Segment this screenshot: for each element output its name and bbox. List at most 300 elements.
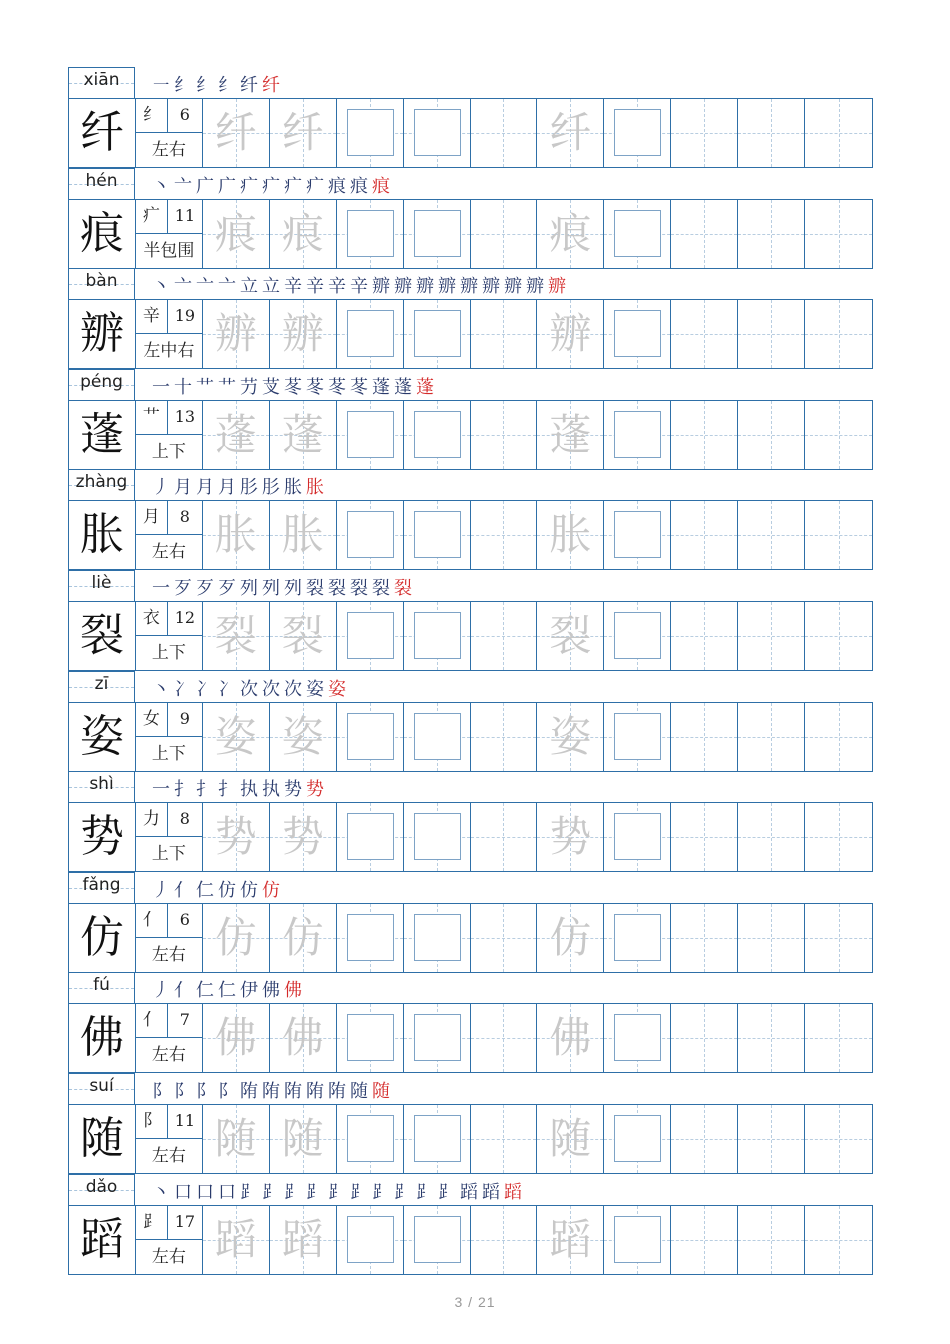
stroke-step: 口 xyxy=(174,1181,192,1203)
practice-cell[interactable] xyxy=(471,99,538,167)
practice-cell[interactable] xyxy=(604,803,671,871)
main-character-cell xyxy=(69,501,136,569)
practice-cell[interactable] xyxy=(270,1105,337,1173)
stroke-step: 执 xyxy=(240,779,258,801)
practice-cell[interactable] xyxy=(203,803,270,871)
writing-box[interactable] xyxy=(347,310,394,357)
practice-cell[interactable] xyxy=(805,904,872,972)
practice-cell[interactable] xyxy=(270,703,337,771)
stroke-count: 19 xyxy=(168,300,202,334)
trace-character: 裂 xyxy=(549,611,592,660)
writing-box[interactable] xyxy=(414,109,461,156)
practice-cell[interactable] xyxy=(604,1206,671,1274)
practice-cell[interactable] xyxy=(337,602,404,670)
char-entry xyxy=(68,570,873,671)
practice-cell[interactable] xyxy=(270,401,337,469)
practice-cell[interactable] xyxy=(805,300,872,368)
practice-cell[interactable] xyxy=(270,1206,337,1274)
stroke-step: 纟 xyxy=(196,75,214,96)
pinyin-label: shì xyxy=(89,774,114,795)
practice-cell[interactable] xyxy=(203,501,270,569)
writing-box[interactable] xyxy=(347,1216,394,1263)
writing-box[interactable] xyxy=(347,511,394,558)
writing-box[interactable] xyxy=(414,411,461,458)
character-info xyxy=(136,99,203,167)
practice-cell[interactable] xyxy=(471,200,538,268)
practice-cell[interactable] xyxy=(604,99,671,167)
practice-cell[interactable] xyxy=(337,1206,404,1274)
char-entry xyxy=(68,67,873,168)
practice-cell[interactable] xyxy=(671,1105,738,1173)
practice-cell[interactable] xyxy=(604,904,671,972)
practice-cell[interactable] xyxy=(805,501,872,569)
writing-box[interactable] xyxy=(614,109,661,156)
pinyin-box xyxy=(68,872,135,903)
practice-cell[interactable] xyxy=(404,200,471,268)
practice-cell[interactable] xyxy=(604,1105,671,1173)
practice-cell[interactable] xyxy=(203,300,270,368)
trace-character: 随 xyxy=(214,1114,257,1163)
practice-cell[interactable] xyxy=(738,1004,805,1072)
guide-vertical xyxy=(839,501,840,569)
practice-cell[interactable] xyxy=(270,200,337,268)
practice-cell[interactable] xyxy=(805,1105,872,1173)
trace-character: 姿 xyxy=(281,711,324,761)
char-entry xyxy=(68,872,873,973)
practice-cell[interactable] xyxy=(471,1004,538,1072)
structure: 上下 xyxy=(151,844,186,865)
stroke-step: ⻊ xyxy=(438,1181,456,1203)
radical: 亻 xyxy=(136,1004,168,1038)
practice-cell[interactable] xyxy=(537,803,604,871)
trace-character: 仿 xyxy=(549,912,592,962)
stroke-order xyxy=(152,775,324,803)
practice-cell[interactable] xyxy=(604,703,671,771)
pinyin-box xyxy=(68,168,135,199)
practice-cell[interactable] xyxy=(671,703,738,771)
practice-cell[interactable] xyxy=(203,200,270,268)
guide-vertical xyxy=(771,803,772,871)
practice-cell[interactable] xyxy=(471,602,538,670)
practice-cell[interactable] xyxy=(738,200,805,268)
guide-vertical xyxy=(771,602,772,670)
stroke-step: ⻊ xyxy=(416,1181,434,1203)
trace-character: 辧 xyxy=(281,309,324,359)
guide-vertical xyxy=(839,1004,840,1072)
trace-character: 痕 xyxy=(549,208,592,258)
practice-cell[interactable] xyxy=(604,401,671,469)
pinyin-box xyxy=(68,570,135,601)
writing-box[interactable] xyxy=(414,1014,461,1061)
practice-cell[interactable] xyxy=(537,401,604,469)
practice-cell[interactable] xyxy=(203,703,270,771)
trace-character: 胀 xyxy=(214,510,257,560)
writing-box[interactable] xyxy=(614,1216,661,1263)
writing-box[interactable] xyxy=(414,1115,461,1162)
char-entry xyxy=(68,771,873,872)
writing-box[interactable] xyxy=(347,210,394,257)
practice-cell[interactable] xyxy=(270,803,337,871)
stroke-step: ⻊ xyxy=(372,1181,390,1203)
writing-box[interactable] xyxy=(347,1115,394,1162)
practice-cell[interactable] xyxy=(738,300,805,368)
practice-cell[interactable] xyxy=(537,1004,604,1072)
guide-vertical xyxy=(771,99,772,167)
writing-box[interactable] xyxy=(614,1014,661,1061)
practice-cell[interactable] xyxy=(537,1105,604,1173)
practice-cell[interactable] xyxy=(604,300,671,368)
practice-cell[interactable] xyxy=(337,803,404,871)
practice-cell[interactable] xyxy=(471,1105,538,1173)
main-character-cell xyxy=(69,803,136,871)
stroke-count: 12 xyxy=(168,602,202,636)
writing-box[interactable] xyxy=(414,713,461,760)
practice-cell[interactable] xyxy=(203,1004,270,1072)
practice-cell[interactable] xyxy=(203,99,270,167)
stroke-step: 辧 xyxy=(372,276,390,298)
pinyin-label: péng xyxy=(80,371,123,392)
trace-character: 辧 xyxy=(549,309,592,359)
structure: 左右 xyxy=(151,140,186,160)
practice-cell[interactable] xyxy=(671,300,738,368)
practice-cell[interactable] xyxy=(404,703,471,771)
practice-cell[interactable] xyxy=(471,703,538,771)
stroke-count: 6 xyxy=(168,99,202,133)
writing-box[interactable] xyxy=(614,713,661,760)
practice-cell[interactable] xyxy=(337,904,404,972)
practice-cell[interactable] xyxy=(404,1105,471,1173)
stroke-step: 冫 xyxy=(196,678,214,700)
stroke-order xyxy=(152,574,412,602)
writing-box[interactable] xyxy=(614,1115,661,1162)
writing-box[interactable] xyxy=(347,1014,394,1061)
practice-cell[interactable] xyxy=(738,99,805,167)
radical: 月 xyxy=(136,501,168,535)
practice-cell[interactable] xyxy=(337,300,404,368)
practice-cell[interactable] xyxy=(805,1206,872,1274)
practice-cell[interactable] xyxy=(404,501,471,569)
structure: 上下 xyxy=(151,643,186,663)
practice-cell[interactable] xyxy=(471,300,538,368)
practice-cell[interactable] xyxy=(203,401,270,469)
stroke-step: 辧 xyxy=(460,276,478,298)
practice-cell[interactable] xyxy=(537,602,604,670)
stroke-step: 次 xyxy=(240,678,258,700)
practice-cell[interactable] xyxy=(471,803,538,871)
practice-cell[interactable] xyxy=(537,904,604,972)
practice-cell[interactable] xyxy=(738,401,805,469)
practice-cell[interactable] xyxy=(270,99,337,167)
stroke-step: 丿 xyxy=(152,879,170,901)
practice-cell[interactable] xyxy=(604,200,671,268)
writing-box[interactable] xyxy=(414,612,461,659)
practice-cell[interactable] xyxy=(537,300,604,368)
practice-cell[interactable] xyxy=(337,501,404,569)
guide-vertical xyxy=(704,1105,705,1173)
practice-cell[interactable] xyxy=(738,501,805,569)
practice-cell[interactable] xyxy=(805,99,872,167)
practice-cell[interactable] xyxy=(671,401,738,469)
stroke-step: 陏 xyxy=(306,1081,324,1102)
stroke-step: 蹈 xyxy=(482,1181,500,1203)
stroke-step: 仁 xyxy=(196,879,214,901)
practice-cell[interactable] xyxy=(404,1004,471,1072)
stroke-step: 蓬 xyxy=(394,376,412,398)
practice-cell[interactable] xyxy=(404,803,471,871)
practice-cell[interactable] xyxy=(537,703,604,771)
stroke-step: 疒 xyxy=(284,175,302,197)
stroke-order xyxy=(152,675,346,703)
practice-cell[interactable] xyxy=(738,602,805,670)
writing-box[interactable] xyxy=(414,813,461,860)
stroke-step: 口 xyxy=(196,1181,214,1203)
stroke-step: 丶 xyxy=(152,276,170,298)
practice-cell[interactable] xyxy=(604,501,671,569)
pinyin-label: dǎo xyxy=(85,1176,118,1197)
practice-cell[interactable] xyxy=(337,200,404,268)
trace-character: 蓬 xyxy=(549,409,592,459)
practice-cell[interactable] xyxy=(404,904,471,972)
practice-cell[interactable] xyxy=(738,1206,805,1274)
main-character: 纤 xyxy=(79,107,124,158)
pinyin-box xyxy=(68,469,135,500)
practice-cell[interactable] xyxy=(270,904,337,972)
trace-character: 佛 xyxy=(281,1013,324,1063)
stroke-step: 亠 xyxy=(196,276,214,298)
practice-cell[interactable] xyxy=(738,703,805,771)
writing-box[interactable] xyxy=(614,813,661,860)
writing-box[interactable] xyxy=(347,612,394,659)
stroke-step: 裂 xyxy=(328,578,346,599)
writing-box[interactable] xyxy=(414,511,461,558)
stroke-step: 阝 xyxy=(196,1081,214,1102)
practice-row xyxy=(68,802,873,872)
stroke-order xyxy=(152,473,324,501)
trace-character: 胀 xyxy=(549,510,592,560)
structure: 左右 xyxy=(151,542,186,563)
practice-cell[interactable] xyxy=(671,904,738,972)
stroke-step: 痕 xyxy=(350,175,368,197)
practice-cell[interactable] xyxy=(404,1206,471,1274)
guide-vertical xyxy=(503,300,504,368)
writing-box[interactable] xyxy=(347,713,394,760)
stroke-step: 蹈 xyxy=(504,1181,522,1203)
practice-cell[interactable] xyxy=(805,703,872,771)
guide-vertical xyxy=(704,401,705,469)
stroke-step: 次 xyxy=(284,678,302,700)
practice-cell[interactable] xyxy=(738,1105,805,1173)
guide-vertical xyxy=(503,803,504,871)
practice-row xyxy=(68,1003,873,1073)
practice-cell[interactable] xyxy=(671,99,738,167)
guide-vertical xyxy=(839,703,840,771)
stroke-step: 辛 xyxy=(350,276,368,298)
practice-cell[interactable] xyxy=(404,602,471,670)
practice-cell[interactable] xyxy=(203,1105,270,1173)
trace-character: 痕 xyxy=(214,208,257,258)
practice-cell[interactable] xyxy=(404,99,471,167)
stroke-step: 苳 xyxy=(328,376,346,398)
stroke-step: 歹 xyxy=(218,578,236,599)
practice-cell[interactable] xyxy=(270,501,337,569)
guide-vertical xyxy=(704,904,705,972)
practice-cell[interactable] xyxy=(805,1004,872,1072)
practice-cell[interactable] xyxy=(671,602,738,670)
stroke-step: 十 xyxy=(174,376,192,398)
stroke-step: 陏 xyxy=(328,1081,346,1102)
writing-box[interactable] xyxy=(614,511,661,558)
guide-vertical xyxy=(503,1004,504,1072)
practice-cell[interactable] xyxy=(471,401,538,469)
practice-cell[interactable] xyxy=(471,1206,538,1274)
main-character-cell xyxy=(69,1105,136,1173)
character-info xyxy=(136,401,203,469)
practice-cell[interactable] xyxy=(203,1206,270,1274)
writing-box[interactable] xyxy=(414,1216,461,1263)
practice-cell[interactable] xyxy=(471,501,538,569)
stroke-count: 6 xyxy=(168,904,202,938)
stroke-step: ⻊ xyxy=(306,1181,324,1203)
pinyin-label: zī xyxy=(94,673,109,694)
stroke-step: 陏 xyxy=(240,1081,258,1102)
practice-cell[interactable] xyxy=(203,602,270,670)
stroke-step: ㇐ xyxy=(152,75,170,96)
practice-cell[interactable] xyxy=(337,1004,404,1072)
stroke-order xyxy=(152,272,566,300)
guide-vertical xyxy=(771,501,772,569)
char-entry xyxy=(68,972,873,1073)
practice-cell[interactable] xyxy=(270,602,337,670)
radical: ⻊ xyxy=(136,1206,168,1240)
radical: 阝 xyxy=(136,1105,168,1139)
practice-cell[interactable] xyxy=(337,99,404,167)
practice-cell[interactable] xyxy=(270,300,337,368)
radical: 纟 xyxy=(136,99,168,133)
radical: 女 xyxy=(136,703,168,737)
main-character-cell xyxy=(69,401,136,469)
writing-box[interactable] xyxy=(347,411,394,458)
practice-cell[interactable] xyxy=(404,401,471,469)
stroke-step: 胀 xyxy=(284,477,302,499)
stroke-step: 阝 xyxy=(174,1081,192,1102)
structure: 左中右 xyxy=(143,341,195,362)
stroke-count: 17 xyxy=(168,1206,202,1240)
writing-box[interactable] xyxy=(614,210,661,257)
practice-cell[interactable] xyxy=(270,1004,337,1072)
trace-character: 纤 xyxy=(549,108,592,157)
practice-cell[interactable] xyxy=(404,300,471,368)
stroke-step: 纟 xyxy=(218,75,236,96)
practice-cell[interactable] xyxy=(671,803,738,871)
practice-cell[interactable] xyxy=(671,1206,738,1274)
stroke-order xyxy=(152,373,434,401)
writing-box[interactable] xyxy=(614,310,661,357)
practice-cell[interactable] xyxy=(805,200,872,268)
stroke-step: 疒 xyxy=(306,175,324,197)
char-entry xyxy=(68,268,873,369)
practice-cell[interactable] xyxy=(471,904,538,972)
writing-box[interactable] xyxy=(614,411,661,458)
main-character-cell xyxy=(69,200,136,268)
guide-vertical xyxy=(503,501,504,569)
practice-cell[interactable] xyxy=(337,703,404,771)
practice-cell[interactable] xyxy=(537,200,604,268)
writing-box[interactable] xyxy=(614,914,661,961)
stroke-count: 8 xyxy=(168,803,202,837)
writing-box[interactable] xyxy=(414,914,461,961)
stroke-step: 扌 xyxy=(174,779,192,801)
char-entry xyxy=(68,469,873,570)
practice-cell[interactable] xyxy=(738,904,805,972)
practice-cell[interactable] xyxy=(537,1206,604,1274)
stroke-step: 苳 xyxy=(284,376,302,398)
stroke-step: 痕 xyxy=(372,175,390,197)
writing-box[interactable] xyxy=(347,813,394,860)
writing-box[interactable] xyxy=(614,612,661,659)
writing-box[interactable] xyxy=(347,109,394,156)
char-entry xyxy=(68,369,873,470)
practice-cell[interactable] xyxy=(203,904,270,972)
char-entry xyxy=(68,671,873,772)
stroke-step: 佛 xyxy=(284,980,302,1002)
practice-cell[interactable] xyxy=(537,501,604,569)
practice-row xyxy=(68,903,873,973)
trace-character: 裂 xyxy=(281,611,324,660)
stroke-order xyxy=(152,1077,390,1105)
practice-cell[interactable] xyxy=(805,803,872,871)
stroke-step: 肜 xyxy=(240,477,258,499)
practice-cell[interactable] xyxy=(337,401,404,469)
trace-character: 蓬 xyxy=(214,409,257,459)
main-character-cell xyxy=(69,703,136,771)
stroke-count: 7 xyxy=(168,1004,202,1038)
trace-character: 胀 xyxy=(281,510,324,560)
writing-box[interactable] xyxy=(347,914,394,961)
stroke-step: 肜 xyxy=(262,477,280,499)
practice-cell[interactable] xyxy=(604,1004,671,1072)
practice-row xyxy=(68,601,873,671)
practice-cell[interactable] xyxy=(671,501,738,569)
writing-box[interactable] xyxy=(414,210,461,257)
practice-row xyxy=(68,299,873,369)
stroke-step: 纤 xyxy=(240,75,258,96)
stroke-step: ⻊ xyxy=(350,1181,368,1203)
practice-cell[interactable] xyxy=(537,99,604,167)
practice-cell[interactable] xyxy=(604,602,671,670)
structure: 半包围 xyxy=(143,240,195,261)
stroke-step: 胀 xyxy=(306,477,324,499)
practice-cell[interactable] xyxy=(671,200,738,268)
character-info xyxy=(136,1105,203,1173)
guide-vertical xyxy=(839,200,840,268)
radical: 辛 xyxy=(136,300,168,334)
main-character: 姿 xyxy=(79,710,124,762)
practice-cell[interactable] xyxy=(805,401,872,469)
stroke-step: 丶 xyxy=(152,678,170,700)
practice-cell[interactable] xyxy=(337,1105,404,1173)
main-character: 裂 xyxy=(79,610,124,661)
radical: 艹 xyxy=(136,401,168,435)
guide-vertical xyxy=(503,703,504,771)
stroke-step: ⻊ xyxy=(262,1181,280,1203)
trace-character: 蓬 xyxy=(281,409,324,459)
practice-cell[interactable] xyxy=(805,602,872,670)
practice-cell[interactable] xyxy=(671,1004,738,1072)
writing-box[interactable] xyxy=(414,310,461,357)
practice-cell[interactable] xyxy=(738,803,805,871)
main-character: 蹈 xyxy=(79,1213,124,1265)
stroke-step: 亠 xyxy=(174,276,192,298)
